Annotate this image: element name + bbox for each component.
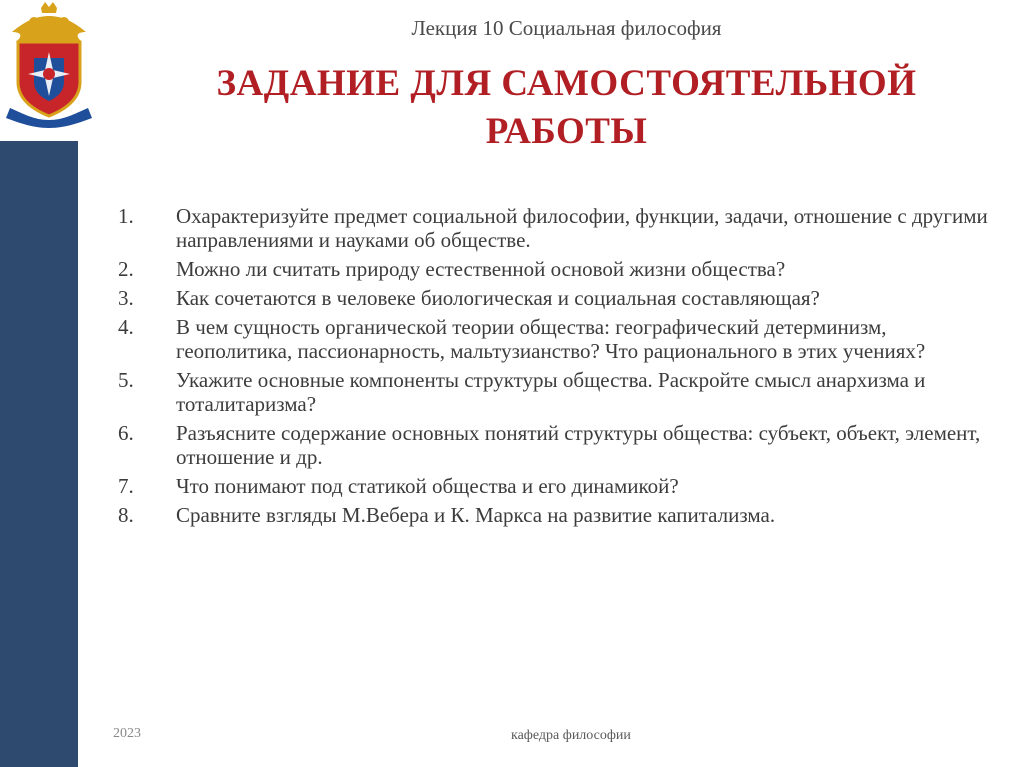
task-number: 4.: [118, 315, 134, 339]
task-item-1: [118, 204, 998, 252]
slide-title: [0, 60, 1024, 156]
task-number: 6.: [118, 421, 134, 445]
task-text: Как сочетаются в человеке биологическая и социальная составляющая?: [176, 286, 820, 310]
task-text: Можно ли считать природу естественной основой жизни общества?: [176, 257, 786, 281]
sidebar-accent-bar: [0, 141, 78, 767]
task-text: В чем сущность органической теории общества: географический детерминизм, геополитика, пассионарность, мальтузианство? Что рационального в этих учениях?: [176, 315, 926, 363]
task-number: 3.: [118, 286, 134, 310]
slide-title-line-1: ЗАДАНИЕ ДЛЯ САМОСТОЯТЕЛЬНОЙ: [216, 63, 917, 104]
lecture-subtitle: Лекция 10 Социальная философия: [411, 16, 722, 40]
task-item-6: [118, 421, 998, 469]
task-number: 5.: [118, 368, 134, 392]
footer-department: кафедра философии: [511, 728, 631, 743]
task-text: Охарактеризуйте предмет социальной философии, функции, задачи, отношение с другими направлениями и науками об обществе.: [176, 204, 988, 252]
task-text: Разъясните содержание основных понятий структуры общества: субъект, объект, элемент, отношение и др.: [176, 421, 981, 469]
task-list: [118, 204, 998, 532]
task-item-5: [118, 368, 998, 416]
task-text: Что понимают под статикой общества и его динамикой?: [176, 474, 679, 498]
task-text: Укажите основные компоненты структуры общества. Раскройте смысл анархизма и тоталитаризма?: [176, 368, 926, 416]
task-text: Сравните взгляды М.Вебера и К. Маркса на развитие капитализма.: [176, 503, 776, 527]
task-item-8: [118, 503, 998, 527]
task-item-7: [118, 474, 998, 498]
slide-title-line-2: РАБОТЫ: [485, 111, 648, 152]
task-number: 7.: [118, 474, 134, 498]
task-item-2: [118, 257, 998, 281]
task-number: 1.: [118, 204, 134, 228]
task-item-4: [118, 315, 998, 363]
task-number: 2.: [118, 257, 134, 281]
task-number: 8.: [118, 503, 134, 527]
footer-year: 2023: [113, 726, 141, 741]
task-item-3: [118, 286, 998, 310]
